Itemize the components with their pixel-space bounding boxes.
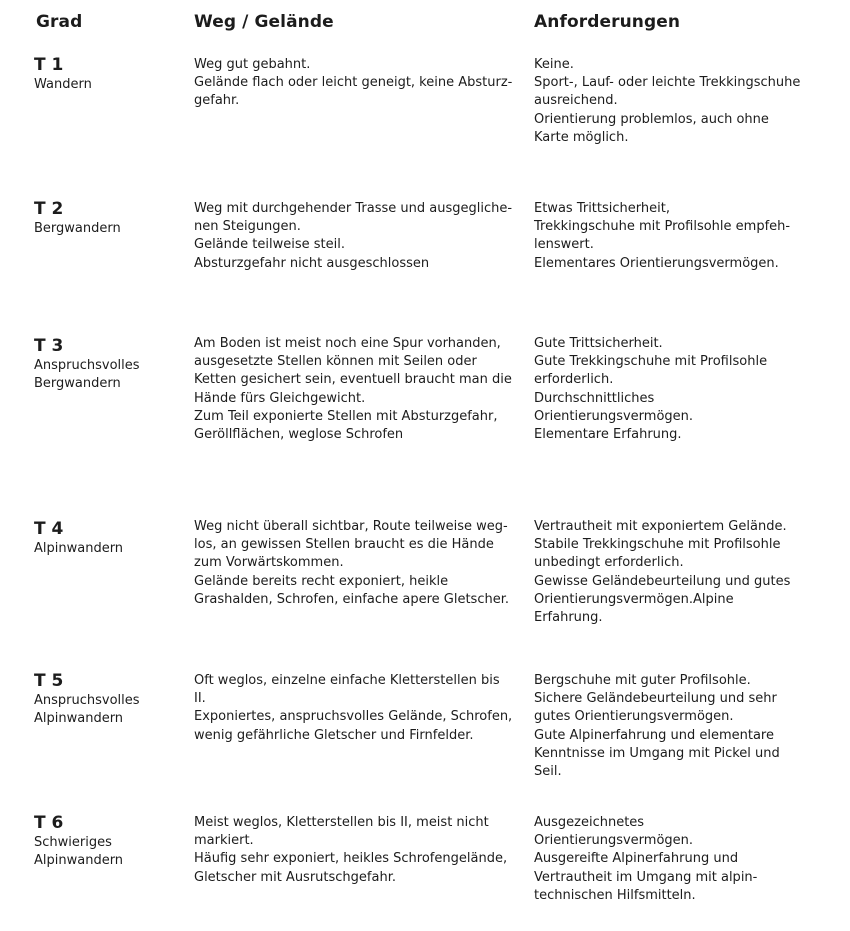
- header-grad: Grad: [36, 12, 83, 32]
- text-line: Ketten gesichert sein, eventuell braucht man die: [194, 372, 512, 388]
- anforderungen-cell: [534, 335, 834, 444]
- text-line: Trekkingschuhe mit Profilsohle empfeh-: [534, 219, 791, 235]
- grade-code: T 4: [34, 519, 64, 539]
- text-line: Karte möglich.: [534, 129, 629, 145]
- text-line: Vertrautheit im Umgang mit alpin-: [534, 869, 758, 885]
- grade-name: [34, 834, 184, 870]
- grade-name-line: Anspruchsvolles: [34, 358, 140, 373]
- text-line: Orientierungsvermögen.Alpine: [534, 591, 734, 607]
- anforderungen-cell: [534, 56, 834, 147]
- text-line: los, an gewissen Stellen braucht es die Hände: [194, 537, 494, 553]
- text-line: wenig gefährliche Gletscher und Firnfelder.: [194, 727, 474, 743]
- text-line: erforderlich.: [534, 372, 614, 388]
- grade-name-line: Bergwandern: [34, 376, 121, 391]
- grade-cell: [34, 670, 184, 728]
- grade-name-line: Wandern: [34, 77, 92, 92]
- text-line: Gewisse Geländebeurteilung und gutes: [534, 573, 791, 589]
- weg-cell: [194, 335, 524, 444]
- text-line: Stabile Trekkingschuhe mit Profilsohle: [534, 537, 781, 553]
- grade-cell: [34, 54, 184, 94]
- grade-name-line: Alpinwandern: [34, 711, 124, 726]
- text-line: Weg gut gebahnt.: [194, 57, 311, 72]
- text-line: Gute Trittsicherheit.: [534, 336, 663, 351]
- text-line: Keine.: [534, 57, 574, 72]
- anforderungen-cell: [534, 672, 834, 781]
- header-anforderungen: Anforderungen: [534, 12, 681, 32]
- text-line: Erfahrung.: [534, 610, 603, 626]
- text-line: Elementares Orientierungsvermögen.: [534, 255, 779, 271]
- grade-cell: [34, 335, 184, 393]
- grade-name-line: Schwieriges: [34, 835, 112, 850]
- text-line: Meist weglos, Kletterstellen bis II, meist nicht: [194, 815, 489, 830]
- grade-code: T 2: [34, 199, 64, 219]
- grade-cell: [34, 198, 184, 238]
- text-line: Durchschnittliches: [534, 390, 655, 406]
- text-line: Orientierungsvermögen.: [534, 833, 694, 849]
- grade-name-line: Bergwandern: [34, 221, 121, 236]
- text-line: Gletscher mit Ausrutschgefahr.: [194, 869, 396, 885]
- text-line: Weg mit durchgehender Trasse und ausgegliche-: [194, 201, 513, 216]
- text-line: Kenntnisse im Umgang mit Pickel und: [534, 745, 780, 761]
- grade-name-line: Anspruchsvolles: [34, 693, 140, 708]
- grade-cell: [34, 518, 184, 558]
- weg-cell: [194, 672, 524, 745]
- text-line: Sport-, Lauf- oder leichte Trekkingschuhe: [534, 75, 801, 91]
- text-line: Etwas Trittsicherheit,: [534, 201, 670, 216]
- text-line: unbedingt erforderlich.: [534, 555, 684, 571]
- text-line: Absturzgefahr nicht ausgeschlossen: [194, 255, 430, 271]
- grade-name-line: Alpinwandern: [34, 541, 124, 556]
- text-line: gutes Orientierungsvermögen.: [534, 709, 734, 725]
- grade-name-line: Alpinwandern: [34, 853, 124, 868]
- header-weg-gelaende: Weg / Gelände: [194, 12, 334, 32]
- grade-name: [34, 540, 184, 558]
- grade-code: T 3: [34, 336, 64, 356]
- text-line: Hände fürs Gleichgewicht.: [194, 390, 366, 406]
- text-line: Bergschuhe mit guter Profilsohle.: [534, 673, 751, 688]
- text-line: zum Vorwärtskommen.: [194, 555, 344, 571]
- text-line: Geröllflächen, weglose Schrofen: [194, 427, 404, 443]
- text-line: Gelände teilweise steil.: [194, 237, 345, 253]
- text-line: Exponiertes, anspruchsvolles Gelände, Schrofen,: [194, 709, 513, 725]
- anforderungen-cell: [534, 518, 834, 627]
- text-line: Elementare Erfahrung.: [534, 427, 682, 443]
- anforderungen-cell: [534, 200, 834, 273]
- text-line: Zum Teil exponierte Stellen mit Absturzgefahr,: [194, 408, 498, 424]
- grade-code: T 1: [34, 55, 64, 75]
- text-line: Ausgereifte Alpinerfahrung und: [534, 851, 739, 867]
- text-line: lenswert.: [534, 237, 594, 253]
- weg-cell: [194, 56, 524, 111]
- text-line: markiert.: [194, 833, 254, 849]
- grade-cell: [34, 812, 184, 870]
- grade-code: T 6: [34, 813, 64, 833]
- weg-cell: [194, 518, 524, 609]
- weg-cell: [194, 814, 524, 887]
- text-line: Seil.: [534, 764, 562, 780]
- text-line: gefahr.: [194, 93, 240, 109]
- grade-code: T 5: [34, 671, 64, 691]
- grade-name: [34, 76, 184, 94]
- text-line: nen Steigungen.: [194, 219, 301, 235]
- text-line: Orientierungsvermögen.: [534, 408, 694, 424]
- text-line: technischen Hilfsmitteln.: [534, 887, 696, 903]
- grade-name: [34, 357, 184, 393]
- text-line: Sichere Geländebeurteilung und sehr: [534, 691, 777, 707]
- text-line: II.: [194, 691, 206, 707]
- text-line: Gelände bereits recht exponiert, heikle: [194, 573, 449, 589]
- text-line: Vertrautheit mit exponiertem Gelände.: [534, 519, 787, 534]
- text-line: Gute Trekkingschuhe mit Profilsohle: [534, 354, 768, 370]
- text-line: Gelände flach oder leicht geneigt, keine Absturz-: [194, 75, 513, 91]
- text-line: Weg nicht überall sichtbar, Route teilweise weg-: [194, 519, 508, 534]
- text-line: ausreichend.: [534, 93, 618, 109]
- text-line: Orientierung problemlos, auch ohne: [534, 111, 769, 127]
- grade-name: [34, 692, 184, 728]
- text-line: Oft weglos, einzelne einfache Kletterstellen bis: [194, 673, 500, 688]
- weg-cell: [194, 200, 524, 273]
- text-line: Häufig sehr exponiert, heikles Schrofengelände,: [194, 851, 508, 867]
- grade-name: [34, 220, 184, 238]
- text-line: Ausgezeichnetes: [534, 815, 645, 830]
- anforderungen-cell: [534, 814, 834, 905]
- text-line: ausgesetzte Stellen können mit Seilen oder: [194, 354, 477, 370]
- text-line: Grashalden, Schrofen, einfache apere Gletscher.: [194, 591, 509, 607]
- text-line: Am Boden ist meist noch eine Spur vorhanden,: [194, 336, 501, 351]
- text-line: Gute Alpinerfahrung und elementare: [534, 727, 774, 743]
